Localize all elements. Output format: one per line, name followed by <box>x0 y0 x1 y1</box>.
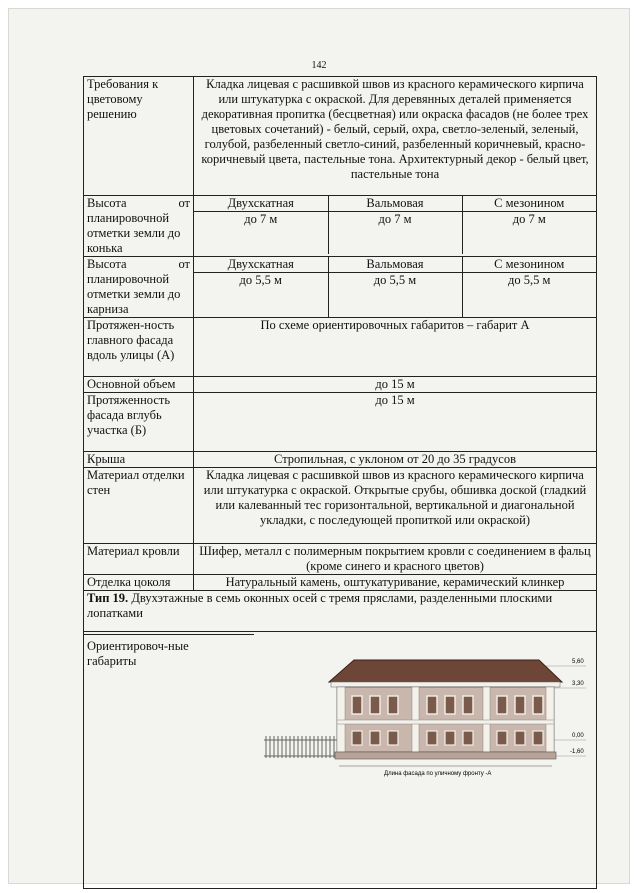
upper-window <box>445 696 455 714</box>
lower-window <box>388 731 398 745</box>
lower-window <box>463 731 473 745</box>
ridge-type-2: Вальмовая <box>328 196 462 212</box>
type-text: Двухэтажные в семь оконных осей с тремя пряслами, разделенными плоскими лопатками <box>87 591 553 620</box>
row-roof <box>84 452 597 468</box>
eaves-value-2: до 5,5 м <box>328 273 462 318</box>
facade-drawing <box>194 632 596 888</box>
label-drawing: Ориентировоч-ные габариты <box>84 632 194 889</box>
value-roofing: Шифер, металл с полимерным покрытием кровли с соединением в фальц (кроме синего и красного цветов) <box>194 544 597 575</box>
label-facade: Протяжен-ность главного фасада вдоль улицы (А) <box>84 318 194 377</box>
floor-belt <box>337 720 554 724</box>
facade-length-caption: Длина фасада по уличному фронту -А <box>383 771 491 777</box>
value-depth: до 15 м <box>194 393 597 452</box>
type-prefix: Тип 19. <box>87 591 129 605</box>
row-type <box>84 591 597 632</box>
row-color <box>84 77 597 196</box>
upper-window <box>370 696 380 714</box>
upper-window <box>515 696 525 714</box>
fence <box>264 736 339 758</box>
label-roofing: Материал кровли <box>84 544 194 575</box>
level-label-2: 3,30 <box>571 681 584 687</box>
upper-window <box>497 696 507 714</box>
row-volume <box>84 377 597 393</box>
row-facade <box>84 318 597 377</box>
label-walls: Материал отделки стен <box>84 468 194 544</box>
upper-window <box>388 696 398 714</box>
level-label-4: -1,60 <box>569 749 584 755</box>
label-depth: Протяженность фасада вглубь участка (Б) <box>84 393 194 452</box>
lower-window <box>515 731 525 745</box>
drawing-cell <box>194 632 597 889</box>
document-page <box>8 8 630 884</box>
label-plinth: Отделка цоколя <box>84 575 194 591</box>
upper-window <box>463 696 473 714</box>
level-label-3: 0,00 <box>571 733 584 739</box>
row-roofing <box>84 544 597 575</box>
lower-window <box>370 731 380 745</box>
value-color: Кладка лицевая с расшивкой швов из красного керамического кирпича или штукатурка с окраской. Для деревянных деталей применяется декоративная пропитка (бесцветная) или окраска фасадов (не более трех цветовых сочетаний) - белый, серый, охра, светло-зеленый, зеленый, голубой, разбеленный светло-синий, разбеленный коричневый, красно- коричневый цвета, пастельные тона. Архитектурный декор - белый цвет, пастельные тона <box>194 77 597 196</box>
upper-windows <box>352 696 543 714</box>
eaves-type-3: С мезонином <box>462 257 596 273</box>
ridge-type-1: Двухскатная <box>194 196 328 212</box>
upper-window <box>533 696 543 714</box>
label-eaves: Высота от планировочной отметки земли до карниза <box>84 257 194 318</box>
page-number: 142 <box>311 60 327 71</box>
lower-window <box>352 731 362 745</box>
requirements-table <box>83 76 597 889</box>
label-roof: Крыша <box>84 452 194 468</box>
row-eaves-height <box>84 257 597 318</box>
value-walls: Кладка лицевая с расшивкой швов из красного керамического кирпича или штукатурка с окраской. Открытые срубы, обшивка доской (гладкий или калеванный тес горизонтальной, вертикальной и диагональной укладки, с последующей пропиткой или окраской) <box>194 468 597 544</box>
upper-window <box>352 696 362 714</box>
lower-window <box>533 731 543 745</box>
row-drawing <box>84 632 597 889</box>
eaves-type-2: Вальмовая <box>328 257 462 273</box>
level-label-1: 5,60 <box>571 659 584 665</box>
plinth <box>335 752 556 759</box>
type-description <box>84 591 597 632</box>
value-volume: до 15 м <box>194 377 597 393</box>
eaves-type-1: Двухскатная <box>194 257 328 273</box>
lower-window <box>445 731 455 745</box>
ridge-value-2: до 7 м <box>328 212 462 255</box>
value-roof: Стропильная, с уклоном от 20 до 35 градусов <box>194 452 597 468</box>
lower-window <box>497 731 507 745</box>
label-color: Требования к цветовому решению <box>84 77 194 196</box>
cornice <box>331 682 560 687</box>
upper-window <box>427 696 437 714</box>
eaves-grid <box>194 257 597 318</box>
lower-window <box>427 731 437 745</box>
ridge-grid <box>194 196 597 257</box>
ridge-value-1: до 7 м <box>244 212 278 226</box>
label-volume: Основной объем <box>84 377 194 393</box>
value-plinth: Натуральный камень, оштукатуривание, керамический клинкер <box>194 575 597 591</box>
row-plinth <box>84 575 597 591</box>
ridge-value-3: до 7 м <box>462 212 596 255</box>
ridge-type-3: С мезонином <box>462 196 596 212</box>
roof <box>329 660 562 682</box>
eaves-value-1: до 5,5 м <box>194 273 328 318</box>
value-facade: По схеме ориентировочных габаритов – габарит А <box>194 318 597 377</box>
row-walls <box>84 468 597 544</box>
label-ridge: Высота от планировочной отметки земли до конька <box>84 196 194 257</box>
row-ridge-height <box>84 196 597 257</box>
eaves-value-3: до 5,5 м <box>462 273 596 318</box>
row-depth <box>84 393 597 452</box>
